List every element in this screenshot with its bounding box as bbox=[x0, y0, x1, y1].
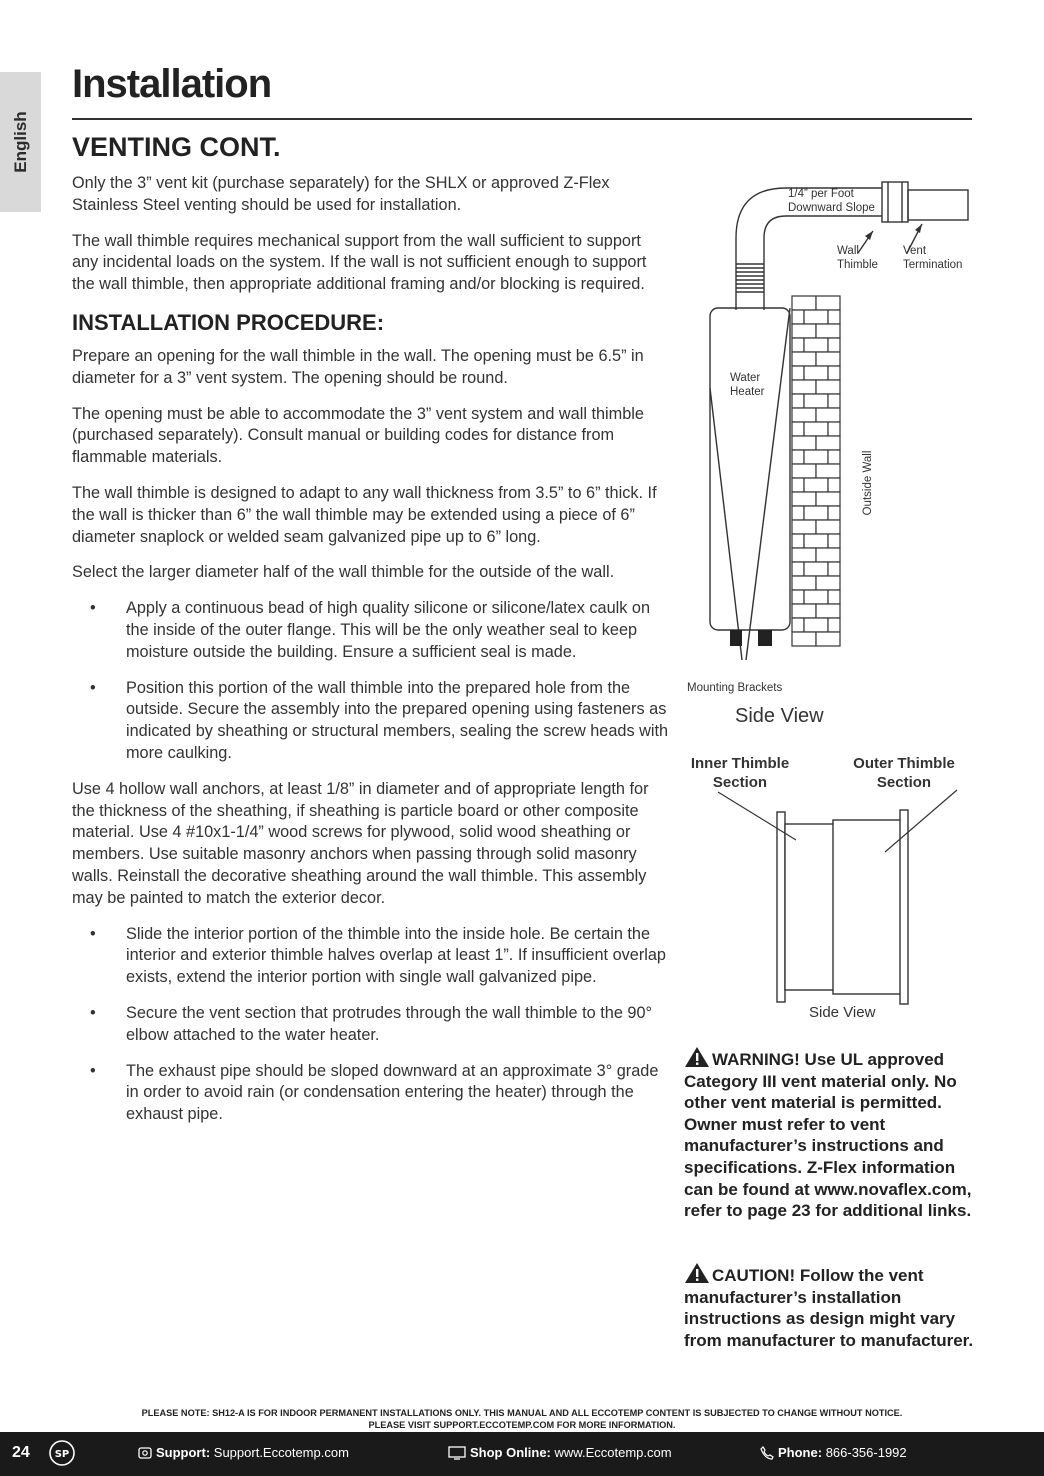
brick bbox=[792, 506, 804, 520]
brick bbox=[792, 464, 816, 478]
brick bbox=[816, 548, 840, 562]
brick bbox=[816, 632, 840, 646]
brick bbox=[792, 366, 804, 380]
certification-logo-icon bbox=[48, 1439, 76, 1467]
wall-thimble-label: Wall Thimble bbox=[837, 245, 878, 271]
list-item: • Position this portion of the wall thimble into the prepared hole from the outside. Secure the assembly into the prepared opening using fasteners as indicated by sheathing or structural members, sealing the screw heads with more caulking. bbox=[72, 678, 670, 765]
brick bbox=[816, 464, 840, 478]
brick bbox=[828, 422, 840, 436]
brick bbox=[828, 366, 840, 380]
brick bbox=[816, 604, 840, 618]
brick bbox=[828, 506, 840, 520]
list-item: • Apply a continuous bead of high quality silicone or silicone/latex caulk on the inside of the outer flange. This will be the only weather seal to keep moisture outside the building. Ensure a sufficient seal is made. bbox=[72, 598, 670, 663]
brick bbox=[804, 590, 828, 604]
brick bbox=[792, 338, 804, 352]
brick bbox=[828, 590, 840, 604]
caution-icon bbox=[684, 1262, 710, 1284]
opening-paragraph: Prepare an opening for the wall thimble in the wall. The opening must be 6.5” in diameter for a 3” vent system. The opening should be round. bbox=[72, 346, 644, 387]
caution-text: CAUTION! Follow the vent manufacturer’s installation instructions as design might vary from manufacturer to manufacturer. bbox=[684, 1266, 974, 1350]
svg-text:SP: SP bbox=[54, 1449, 70, 1460]
brick bbox=[792, 632, 816, 646]
brick bbox=[804, 618, 828, 632]
brick bbox=[816, 436, 840, 450]
installation-side-view-diagram bbox=[680, 178, 980, 738]
phone-link[interactable]: Phone: 866-356-1992 bbox=[760, 1445, 907, 1460]
brick bbox=[828, 310, 840, 324]
side-view-caption: Side View bbox=[735, 705, 824, 727]
brick bbox=[804, 310, 828, 324]
brick bbox=[792, 590, 804, 604]
language-label: English bbox=[10, 111, 30, 173]
brick bbox=[804, 562, 828, 576]
brick bbox=[792, 310, 804, 324]
brick bbox=[816, 296, 840, 310]
brick bbox=[828, 450, 840, 464]
water-heater-label: Water Heater bbox=[730, 372, 765, 398]
wall-support-paragraph: The wall thimble requires mechanical support from the wall sufficient to support any incidental loads on the system. If the wall is not sufficient enough to support the wall thimble, then appropriate additional framing and/or blocking is required. bbox=[72, 231, 647, 294]
warning-notice bbox=[684, 1046, 974, 1222]
page-number: 24 bbox=[12, 1444, 30, 1461]
brick bbox=[816, 380, 840, 394]
page-title: Installation bbox=[72, 62, 272, 106]
procedure-heading: INSTALLATION PROCEDURE: bbox=[72, 309, 385, 335]
brick bbox=[816, 408, 840, 422]
brick bbox=[792, 520, 816, 534]
brick bbox=[792, 450, 804, 464]
brick bbox=[828, 618, 840, 632]
brick bbox=[792, 380, 816, 394]
brick bbox=[792, 548, 816, 562]
outer-thimble-label: Outer Thimble Section bbox=[853, 755, 955, 791]
brick bbox=[828, 338, 840, 352]
outer-thimble-steps bbox=[72, 598, 670, 765]
support-icon bbox=[138, 1446, 152, 1460]
disclaimer-line: PLEASE NOTE: SH12-A IS FOR INDOOR PERMANENT INSTALLATIONS ONLY. THIS MANUAL AND ALL ECCOTEMP CONTENT IS SUBJECTED TO CHANGE WITHOUT NOTICE. bbox=[141, 1408, 903, 1418]
accommodate-paragraph: The opening must be able to accommodate the 3” vent system and wall thimble (purchased separately). Consult manual or building codes for distance from flammable materials. bbox=[72, 404, 644, 467]
brick bbox=[792, 478, 804, 492]
brick bbox=[828, 394, 840, 408]
brick bbox=[792, 422, 804, 436]
brick bbox=[792, 618, 804, 632]
brick bbox=[804, 338, 828, 352]
brick bbox=[828, 478, 840, 492]
phone-icon bbox=[760, 1446, 774, 1460]
brick bbox=[792, 324, 816, 338]
brick bbox=[804, 478, 828, 492]
brick bbox=[792, 492, 816, 506]
brick bbox=[828, 562, 840, 576]
brick bbox=[792, 408, 816, 422]
thickness-paragraph: The wall thimble is designed to adapt to any wall thickness from 3.5” to 6” thick. If the wall is thicker than 6” the wall thimble may be extended using a piece of 6” diameter snaplock or welded seam galvanized pipe up to 6” long. bbox=[72, 483, 657, 546]
inner-thimble-label: Inner Thimble Section bbox=[690, 755, 790, 791]
list-item: • The exhaust pipe should be sloped downward at an approximate 3° grade in order to avoid rain (or condensation entering the heater) through the exhaust pipe. bbox=[72, 1061, 670, 1126]
brick bbox=[804, 366, 828, 380]
brick bbox=[804, 450, 828, 464]
brick bbox=[804, 534, 828, 548]
brick bbox=[792, 534, 804, 548]
instructions-column bbox=[72, 132, 670, 1140]
thimble-side-view-caption: Side View bbox=[809, 1004, 876, 1021]
anchors-paragraph: Use 4 hollow wall anchors, at least 1/8” in diameter and of appropriate length for the thickness of the sheathing, if sheathing is particle board or other composite material. Use 4 #10x1-1/4” wood screws for plywood, solid wood sheathing or members. Use suitable masonry anchors when passing through solid masonry walls. Reinstall the decorative sheathing around the wall thimble. This assembly may be painted to match the exterior decor. bbox=[72, 779, 649, 907]
brick bbox=[816, 520, 840, 534]
thimble-side-view-diagram bbox=[680, 748, 980, 1028]
select-paragraph: Select the larger diameter half of the wall thimble for the outside of the wall. bbox=[72, 563, 615, 582]
language-tab bbox=[0, 72, 41, 212]
brick bbox=[792, 394, 804, 408]
brick bbox=[792, 562, 804, 576]
brick bbox=[792, 436, 816, 450]
footer-bar bbox=[0, 1432, 1044, 1476]
brick bbox=[816, 576, 840, 590]
list-item: • Secure the vent section that protrudes through the wall thimble to the 90° elbow attached to the water heater. bbox=[72, 1003, 670, 1047]
support-link[interactable]: Support: Support.Eccotemp.com bbox=[138, 1445, 349, 1460]
brick bbox=[804, 506, 828, 520]
shop-link[interactable]: Shop Online: www.Eccotemp.com bbox=[448, 1445, 672, 1460]
vent-termination-label: Vent Termination bbox=[903, 245, 963, 271]
vent-kit-paragraph: Only the 3” vent kit (purchase separately) for the SHLX or approved Z-Flex Stainless Steel venting should be used for installation. bbox=[72, 174, 610, 214]
disclaimer-line: PLEASE VISIT SUPPORT.ECCOTEMP.COM FOR MORE INFORMATION. bbox=[368, 1419, 676, 1430]
brick bbox=[816, 352, 840, 366]
brick bbox=[828, 534, 840, 548]
caution-notice bbox=[684, 1262, 974, 1351]
warning-text: WARNING! Use UL approved Category III vent material only. No other vent material is permitted. Owner must refer to vent manufacturer’s instructions and specifications. Z-Flex information can be found at www.novaflex.com, refer to page 23 for additional links. bbox=[684, 1050, 972, 1221]
outside-wall-label: Outside Wall bbox=[862, 450, 874, 516]
monitor-icon bbox=[448, 1446, 466, 1460]
slope-label: 1/4” per Foot Downward Slope bbox=[788, 188, 875, 214]
brick bbox=[804, 394, 828, 408]
brick bbox=[792, 352, 816, 366]
brick bbox=[816, 492, 840, 506]
title-divider bbox=[72, 118, 972, 120]
warning-icon bbox=[684, 1046, 710, 1068]
brick bbox=[792, 604, 816, 618]
list-item: • Slide the interior portion of the thimble into the inside hole. Be certain the interior and exterior thimble halves overlap at least 1”. If insufficient overlap exists, extend the interior portion with single wall galvanized pipe. bbox=[72, 924, 670, 989]
brick bbox=[792, 576, 816, 590]
brick bbox=[804, 422, 828, 436]
brick bbox=[816, 324, 840, 338]
venting-heading: VENTING CONT. bbox=[72, 132, 281, 162]
brick bbox=[792, 296, 816, 310]
inner-thimble-steps bbox=[72, 924, 670, 1126]
disclaimer-note bbox=[60, 1408, 984, 1431]
mounting-brackets-label: Mounting Brackets bbox=[687, 682, 783, 694]
